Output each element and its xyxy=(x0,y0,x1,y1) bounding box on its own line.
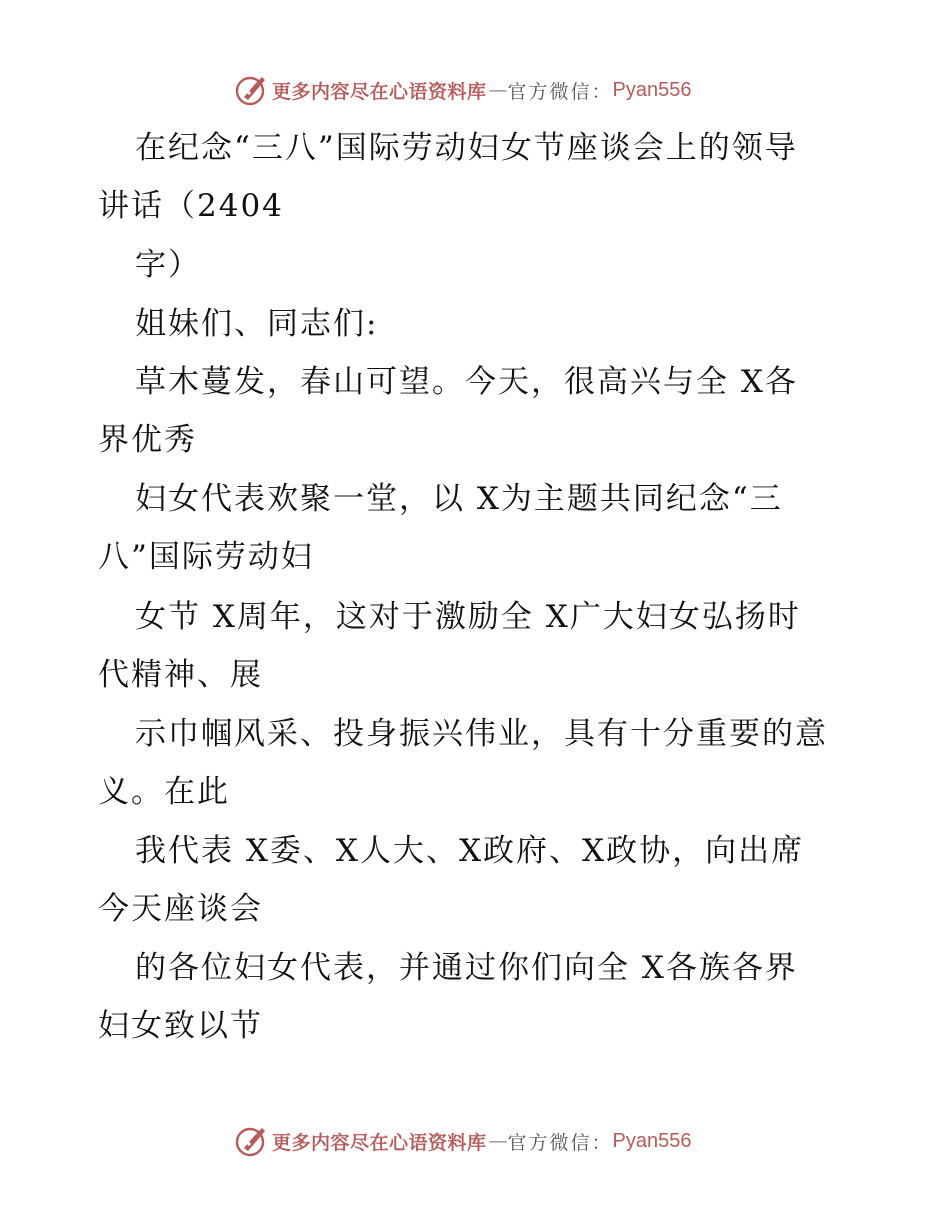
pen-nib-circle-icon xyxy=(234,1124,268,1158)
body-line-5: 草木蔓发，春山可望。今天，很高兴与全 X各 xyxy=(135,364,798,400)
header-wechat-label: 官方微信： xyxy=(507,80,613,103)
body-line-8: 八”国际劳动妇 xyxy=(98,539,314,575)
header-wechat-id: Pyan556 xyxy=(612,78,692,101)
body-line-10: 代精神、展 xyxy=(98,657,263,693)
body-line-3: 字） xyxy=(135,247,201,283)
body-line-16: 妇女致以节 xyxy=(98,1008,263,1044)
body-line-1: 在纪念“三八”国际劳动妇女节座谈会上的领导 xyxy=(135,130,798,166)
header-brand-text: 更多内容尽在心语资料库 xyxy=(272,80,487,103)
footer-watermark-banner xyxy=(234,1123,692,1159)
body-line-11: 示巾帼风采、投身振兴伟业，具有十分重要的意 xyxy=(135,716,828,752)
body-line-14: 今天座谈会 xyxy=(98,891,263,927)
footer-wechat-id: Pyan556 xyxy=(612,1129,692,1152)
footer-wechat-label: 官方微信： xyxy=(507,1131,613,1154)
body-line-4: 姐妹们、同志们: xyxy=(135,306,379,342)
body-line-12: 义。在此 xyxy=(98,774,230,810)
body-line-13: 我代表 X委、X人大、X政府、X政协，向出席 xyxy=(135,833,805,869)
footer-dash: — xyxy=(488,1130,508,1152)
body-line-7: 妇女代表欢聚一堂，以 X为主题共同纪念“三 xyxy=(135,481,783,517)
body-line-2: 讲话（2404 xyxy=(98,188,284,224)
footer-brand-text: 更多内容尽在心语资料库 xyxy=(272,1131,487,1154)
pen-nib-circle-icon xyxy=(234,73,268,107)
body-line-9: 女节 X周年，这对于激励全 X广大妇女弘扬时 xyxy=(135,599,801,635)
header-dash: — xyxy=(488,79,508,101)
body-line-15: 的各位妇女代表，并通过你们向全 X各族各界 xyxy=(135,950,798,986)
header-watermark-banner xyxy=(234,72,692,108)
body-line-6: 界优秀 xyxy=(98,422,197,458)
